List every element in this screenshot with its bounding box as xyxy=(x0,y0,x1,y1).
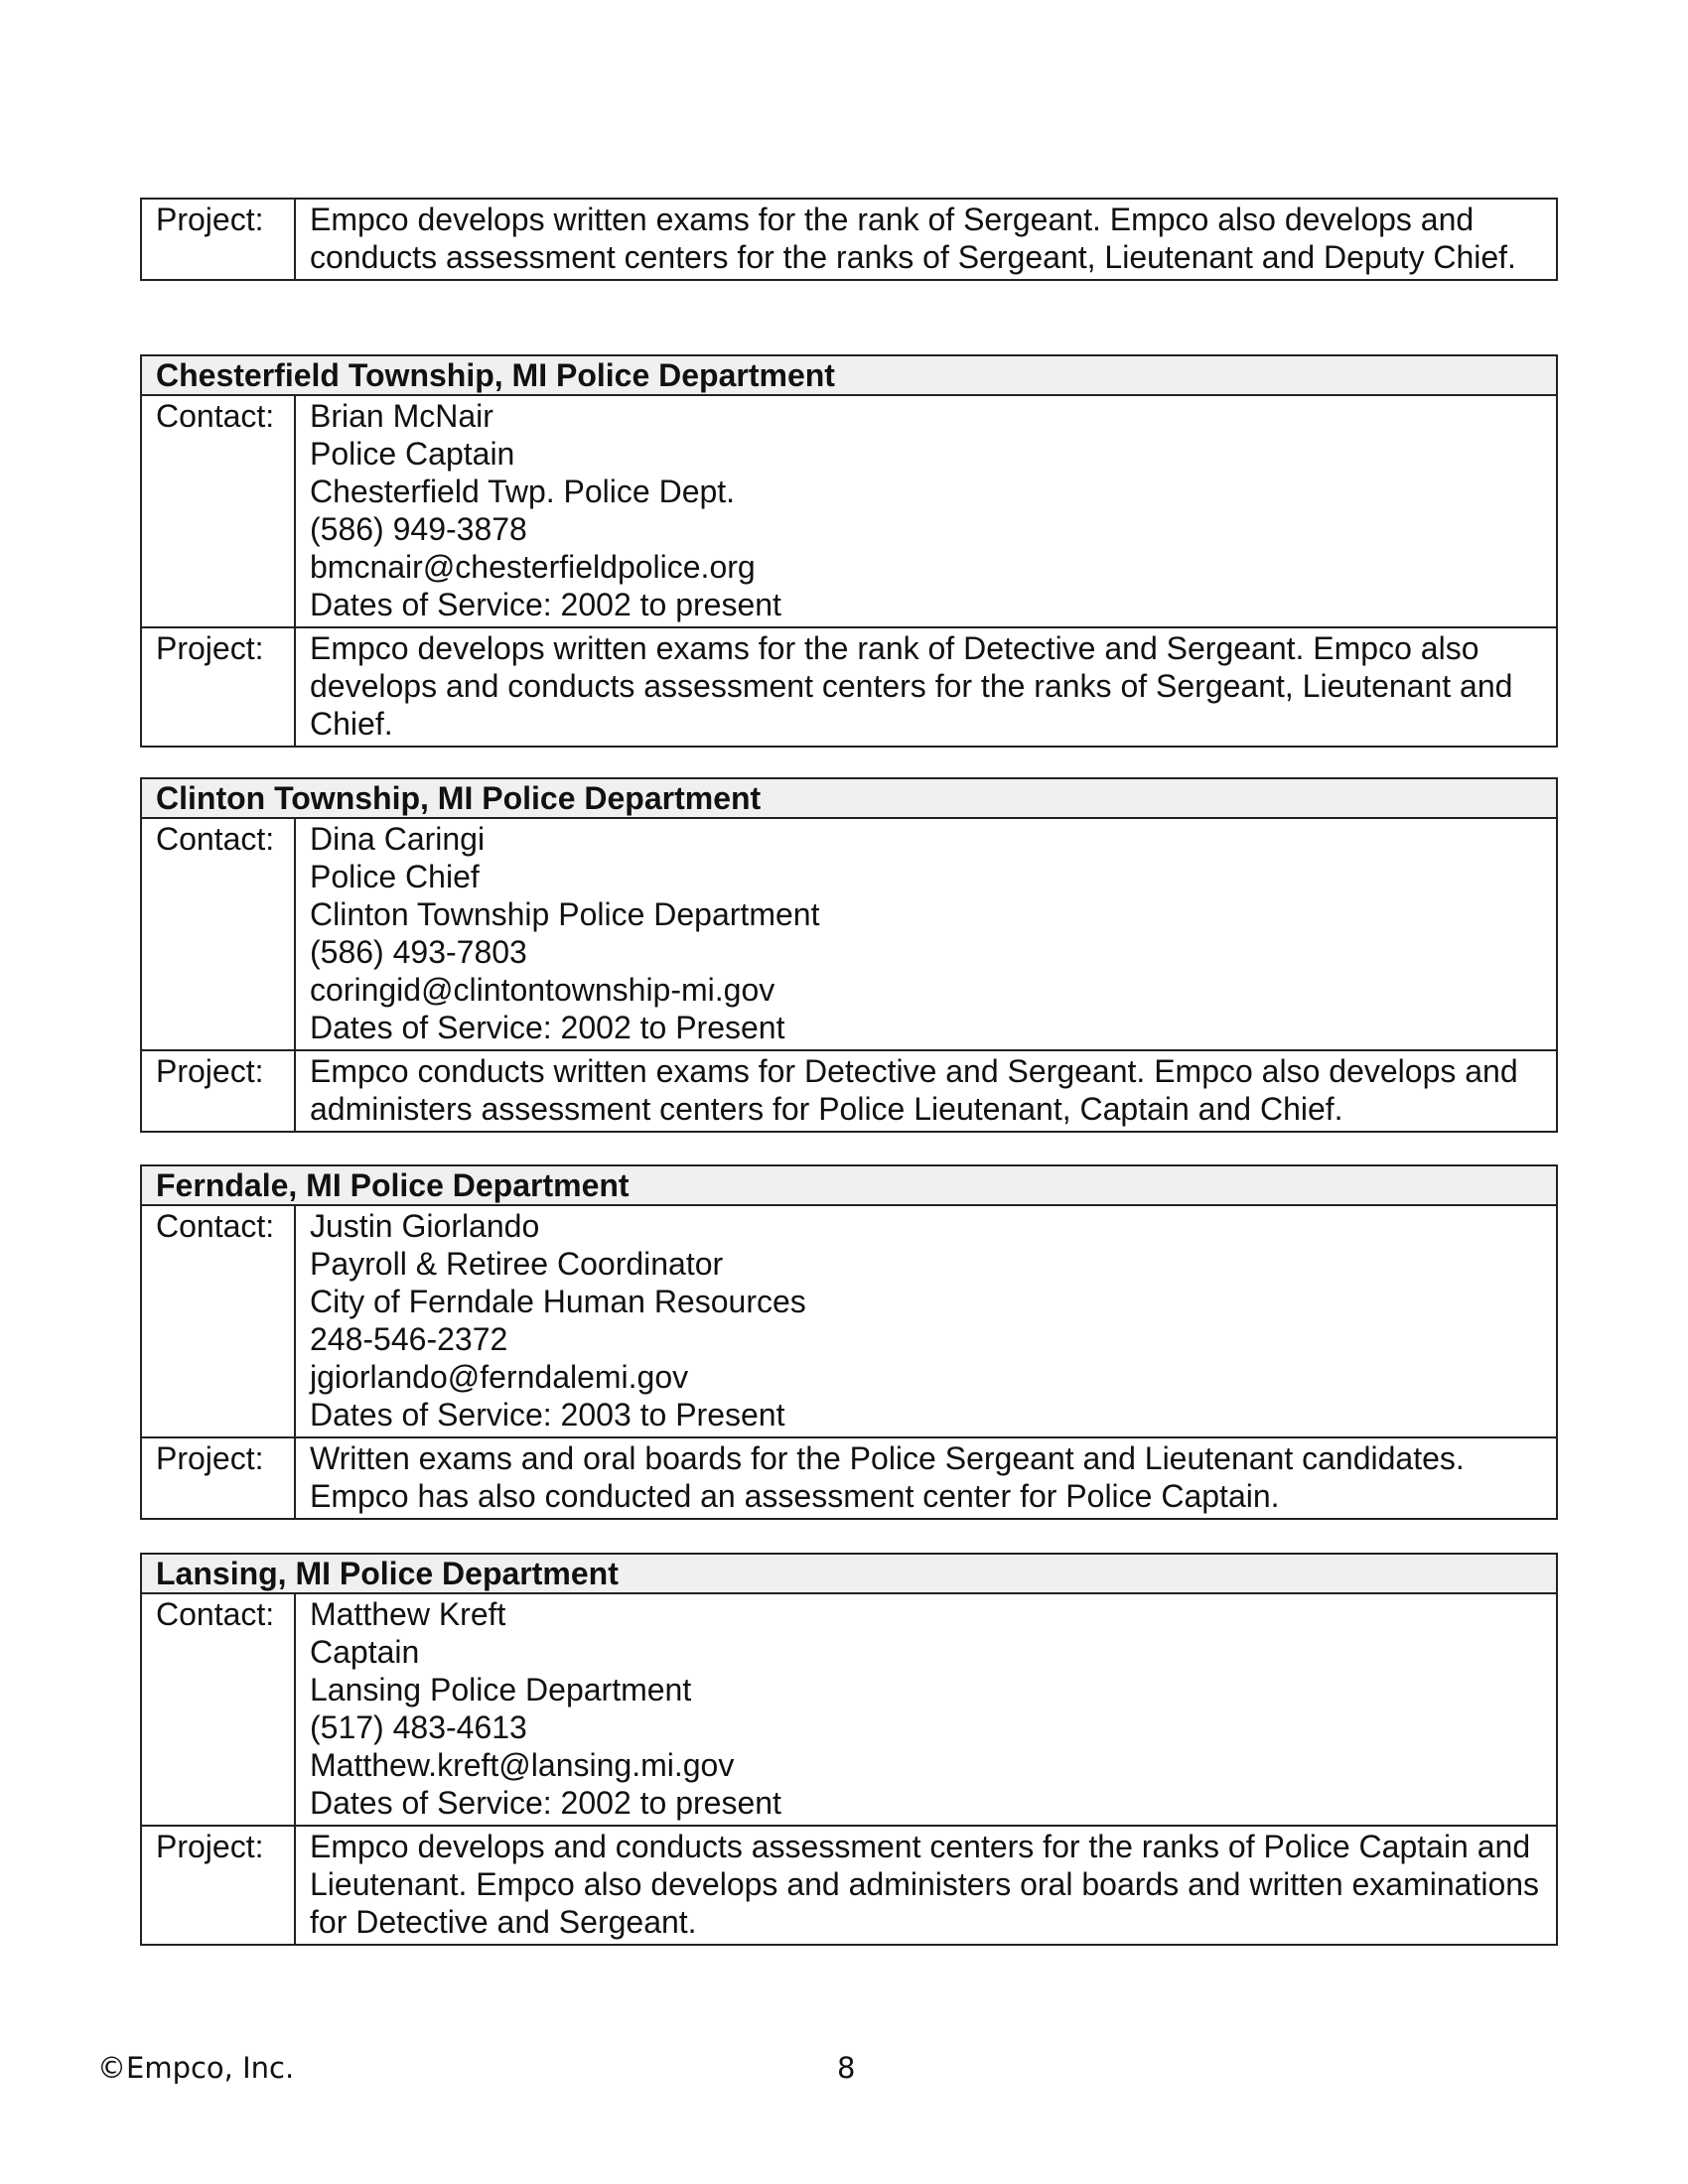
reference-table-clinton xyxy=(140,777,1558,1133)
reference-table-lansing xyxy=(140,1553,1558,1946)
contact-email: coringid@clintontownship-mi.gov xyxy=(310,972,775,1008)
organization-name: Ferndale, MI Police Department xyxy=(141,1165,1557,1205)
project-label: Project: xyxy=(141,1437,295,1519)
contact-label: Contact: xyxy=(141,818,295,1050)
project-label: Project: xyxy=(141,627,295,747)
project-row xyxy=(141,627,1557,747)
contact-title: Police Chief xyxy=(310,859,480,894)
project-row xyxy=(141,199,1557,280)
dates-of-service: Dates of Service: 2002 to Present xyxy=(310,1010,785,1045)
project-text: Empco conducts written exams for Detective and Sergeant. Empco also develops and administers assessment centers for Police Lieutenant, Captain and Chief. xyxy=(295,1050,1557,1132)
carryover-project-table xyxy=(140,198,1558,281)
project-label: Project: xyxy=(141,199,295,280)
organization-header-row xyxy=(141,355,1557,395)
project-row xyxy=(141,1826,1557,1945)
page-number: 8 xyxy=(837,2051,856,2085)
project-text: Empco develops and conducts assessment centers for the ranks of Police Captain and Lieutenant. Empco also develops and administers oral boards and written examinations for Detective and Sergeant. xyxy=(295,1826,1557,1945)
organization-header-row xyxy=(141,1554,1557,1593)
project-text: Empco develops written exams for the rank of Sergeant. Empco also develops and conducts assessment centers for the ranks of Sergeant, Lieutenant and Deputy Chief. xyxy=(295,199,1557,280)
contact-details xyxy=(295,1593,1557,1826)
organization-name: Chesterfield Township, MI Police Department xyxy=(141,355,1557,395)
organization-header-row xyxy=(141,1165,1557,1205)
contact-email: jgiorlando@ferndalemi.gov xyxy=(310,1359,689,1395)
contact-label: Contact: xyxy=(141,1593,295,1826)
contact-row xyxy=(141,1593,1557,1826)
contact-row xyxy=(141,818,1557,1050)
contact-title: Payroll & Retiree Coordinator xyxy=(310,1246,724,1282)
dates-of-service: Dates of Service: 2002 to present xyxy=(310,587,781,622)
footer-copyright: ©Empco, Inc. xyxy=(97,2051,295,2085)
organization-name: Lansing, MI Police Department xyxy=(141,1554,1557,1593)
contact-title: Police Captain xyxy=(310,436,515,472)
organization-header-row xyxy=(141,778,1557,818)
contact-row xyxy=(141,1205,1557,1437)
dates-of-service: Dates of Service: 2002 to present xyxy=(310,1785,781,1821)
contact-email: bmcnair@chesterfieldpolice.org xyxy=(310,549,756,585)
contact-name: Matthew Kreft xyxy=(310,1596,506,1632)
contact-details xyxy=(295,1205,1557,1437)
reference-table-chesterfield xyxy=(140,354,1558,748)
contact-name: Justin Giorlando xyxy=(310,1208,540,1244)
dates-of-service: Dates of Service: 2003 to Present xyxy=(310,1397,785,1433)
contact-row xyxy=(141,395,1557,627)
project-text: Empco develops written exams for the rank of Detective and Sergeant. Empco also develops and conducts assessment centers for the ranks of Sergeant, Lieutenant and Chief. xyxy=(295,627,1557,747)
reference-table-ferndale xyxy=(140,1164,1558,1520)
contact-phone: (586) 493-7803 xyxy=(310,934,527,970)
contact-phone: 248-546-2372 xyxy=(310,1321,508,1357)
contact-agency: City of Ferndale Human Resources xyxy=(310,1284,806,1319)
contact-email: Matthew.kreft@lansing.mi.gov xyxy=(310,1747,735,1783)
contact-phone: (586) 949-3878 xyxy=(310,511,527,547)
contact-name: Brian McNair xyxy=(310,398,493,434)
project-text: Written exams and oral boards for the Police Sergeant and Lieutenant candidates. Empco has also conducted an assessment center for Police Captain. xyxy=(295,1437,1557,1519)
contact-agency: Chesterfield Twp. Police Dept. xyxy=(310,474,736,509)
contact-phone: (517) 483-4613 xyxy=(310,1709,527,1745)
contact-details xyxy=(295,818,1557,1050)
contact-agency: Clinton Township Police Department xyxy=(310,896,820,932)
project-label: Project: xyxy=(141,1826,295,1945)
project-label: Project: xyxy=(141,1050,295,1132)
contact-label: Contact: xyxy=(141,395,295,627)
contact-agency: Lansing Police Department xyxy=(310,1672,692,1707)
contact-title: Captain xyxy=(310,1634,420,1670)
project-row xyxy=(141,1437,1557,1519)
contact-details xyxy=(295,395,1557,627)
project-row xyxy=(141,1050,1557,1132)
organization-name: Clinton Township, MI Police Department xyxy=(141,778,1557,818)
contact-name: Dina Caringi xyxy=(310,821,486,857)
contact-label: Contact: xyxy=(141,1205,295,1437)
